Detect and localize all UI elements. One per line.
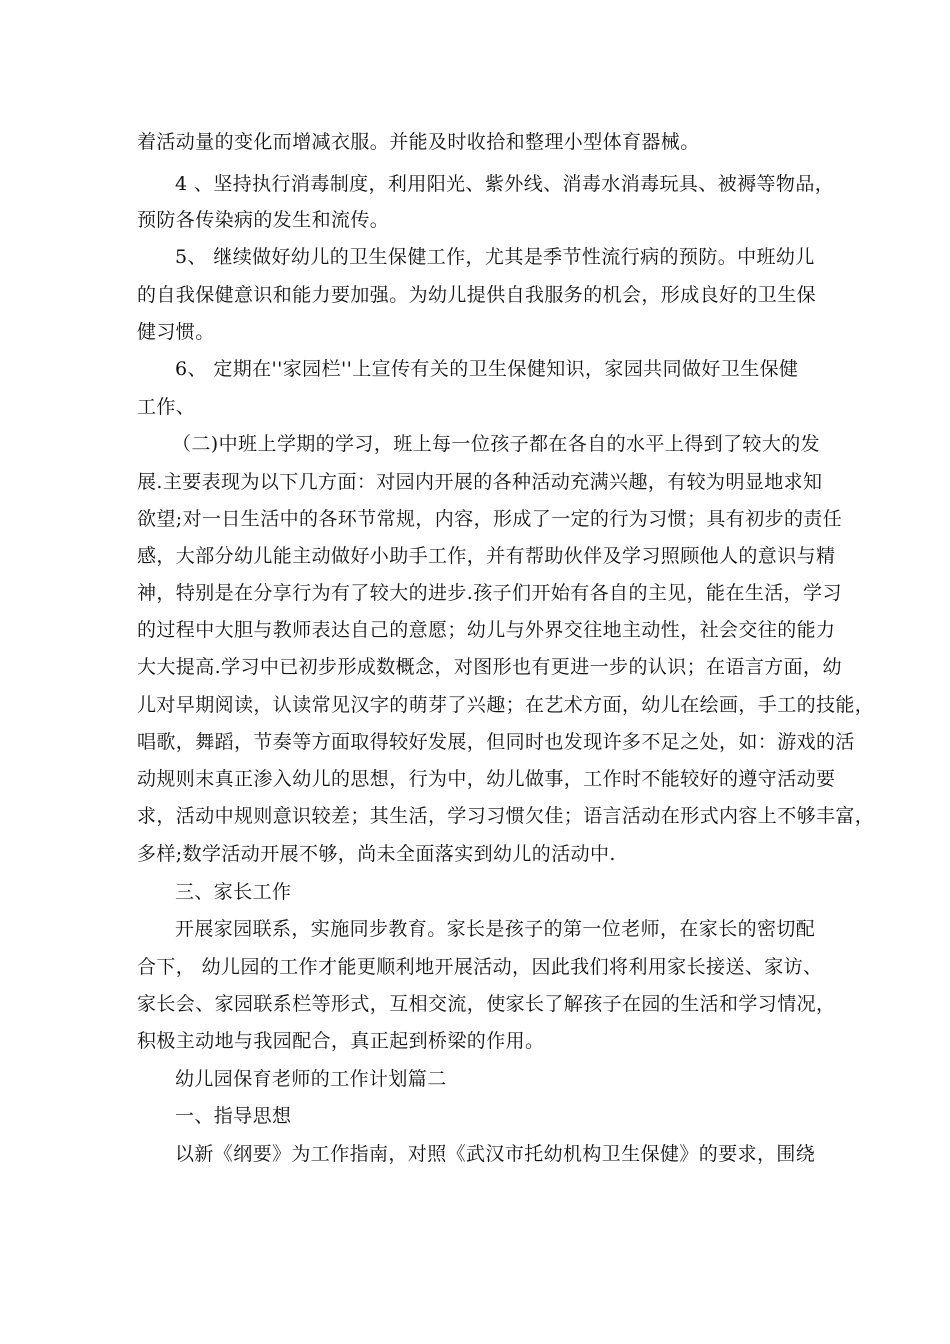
text-line: 展.主要表现为以下几方面：对园内开展的各种活动充满兴趣，有较为明显地求知 bbox=[137, 471, 823, 493]
text-line: 4 、坚持执行消毒制度，利用阳光、紫外线、消毒水消毒玩具、被褥等物品， bbox=[175, 173, 835, 195]
text-line: 积极主动地与我园配合，真正起到桥梁的作用。 bbox=[137, 1030, 545, 1052]
section-heading: 幼儿园保育老师的工作计划篇二 bbox=[175, 1068, 447, 1090]
text-line: 开展家园联系，实施同步教育。家长是孩子的第一位老师，在家长的密切配 bbox=[175, 918, 816, 940]
text-line: 的自我保健意识和能力要加强。为幼儿提供自我服务的机会，形成良好的卫生保 bbox=[137, 284, 817, 306]
text-line: 合下， 幼儿园的工作才能更顺利地开展活动，因此我们将利用家长接送、家访、 bbox=[137, 956, 823, 978]
text-line: 预防各传染病的发生和流传。 bbox=[137, 209, 390, 231]
text-line: 着活动量的变化而增减衣服。并能及时收拾和整理小型体育器械。 bbox=[137, 131, 700, 153]
text-line: 健习惯。 bbox=[137, 321, 215, 343]
text-line: 6、 定期在''家园栏''上宣传有关的卫生保健知识，家园共同做好卫生保健 bbox=[175, 358, 799, 380]
text-line: 儿对早期阅读，认读常见汉字的萌芽了兴趣；在艺术方面，幼儿在绘画，手工的技能， bbox=[137, 694, 875, 716]
section-heading: 一、指导思想 bbox=[175, 1105, 292, 1127]
text-line: 欲望;对一日生活中的各环节常规，内容，形成了一定的行为习惯；具有初步的责任 bbox=[137, 508, 843, 530]
text-line: 多样;数学活动开展不够，尚未全面落实到幼儿的活动中. bbox=[137, 843, 616, 865]
text-line: 感，大部分幼儿能主动做好小助手工作，并有帮助伙伴及学习照顾他人的意识与精 bbox=[137, 545, 836, 567]
text-line: 工作、 bbox=[137, 396, 196, 418]
section-heading: 三、家长工作 bbox=[175, 881, 292, 903]
text-line: 大大提高.学习中已初步形成数概念，对图形也有更进一步的认识；在语言方面，幼 bbox=[137, 656, 842, 678]
text-line: 动规则末真正渗入幼儿的思想，行为中，幼儿做事，工作时不能较好的遵守活动要 bbox=[137, 768, 836, 790]
text-line: 的过程中大胆与教师表达自己的意愿；幼儿与外界交往地主动性，社会交往的能力 bbox=[137, 619, 836, 641]
text-line: （二)中班上学期的学习，班上每一位孩子都在各自的水平上得到了较大的发 bbox=[172, 433, 821, 455]
text-line: 唱歌，舞蹈，节奏等方面取得较好发展，但同时也发现许多不足之处，如：游戏的活 bbox=[137, 731, 855, 753]
text-line: 以新《纲要》为工作指南，对照《武汉市托幼机构卫生保健》的要求，围绕 bbox=[175, 1143, 816, 1165]
text-line: 5、 继续做好幼儿的卫生保健工作，尤其是季节性流行病的预防。中班幼儿 bbox=[175, 246, 815, 268]
text-line: 神，特别是在分享行为有了较大的进步.孩子们开始有各自的主见，能在生活，学习 bbox=[137, 582, 842, 604]
text-line: 求，活动中规则意识较差；其生活，学习习惯欠佳；语言活动在形式内容上不够丰富， bbox=[137, 805, 875, 827]
text-line: 家长会、家园联系栏等形式，互相交流，使家长了解孩子在园的生活和学习情况， bbox=[137, 993, 836, 1015]
